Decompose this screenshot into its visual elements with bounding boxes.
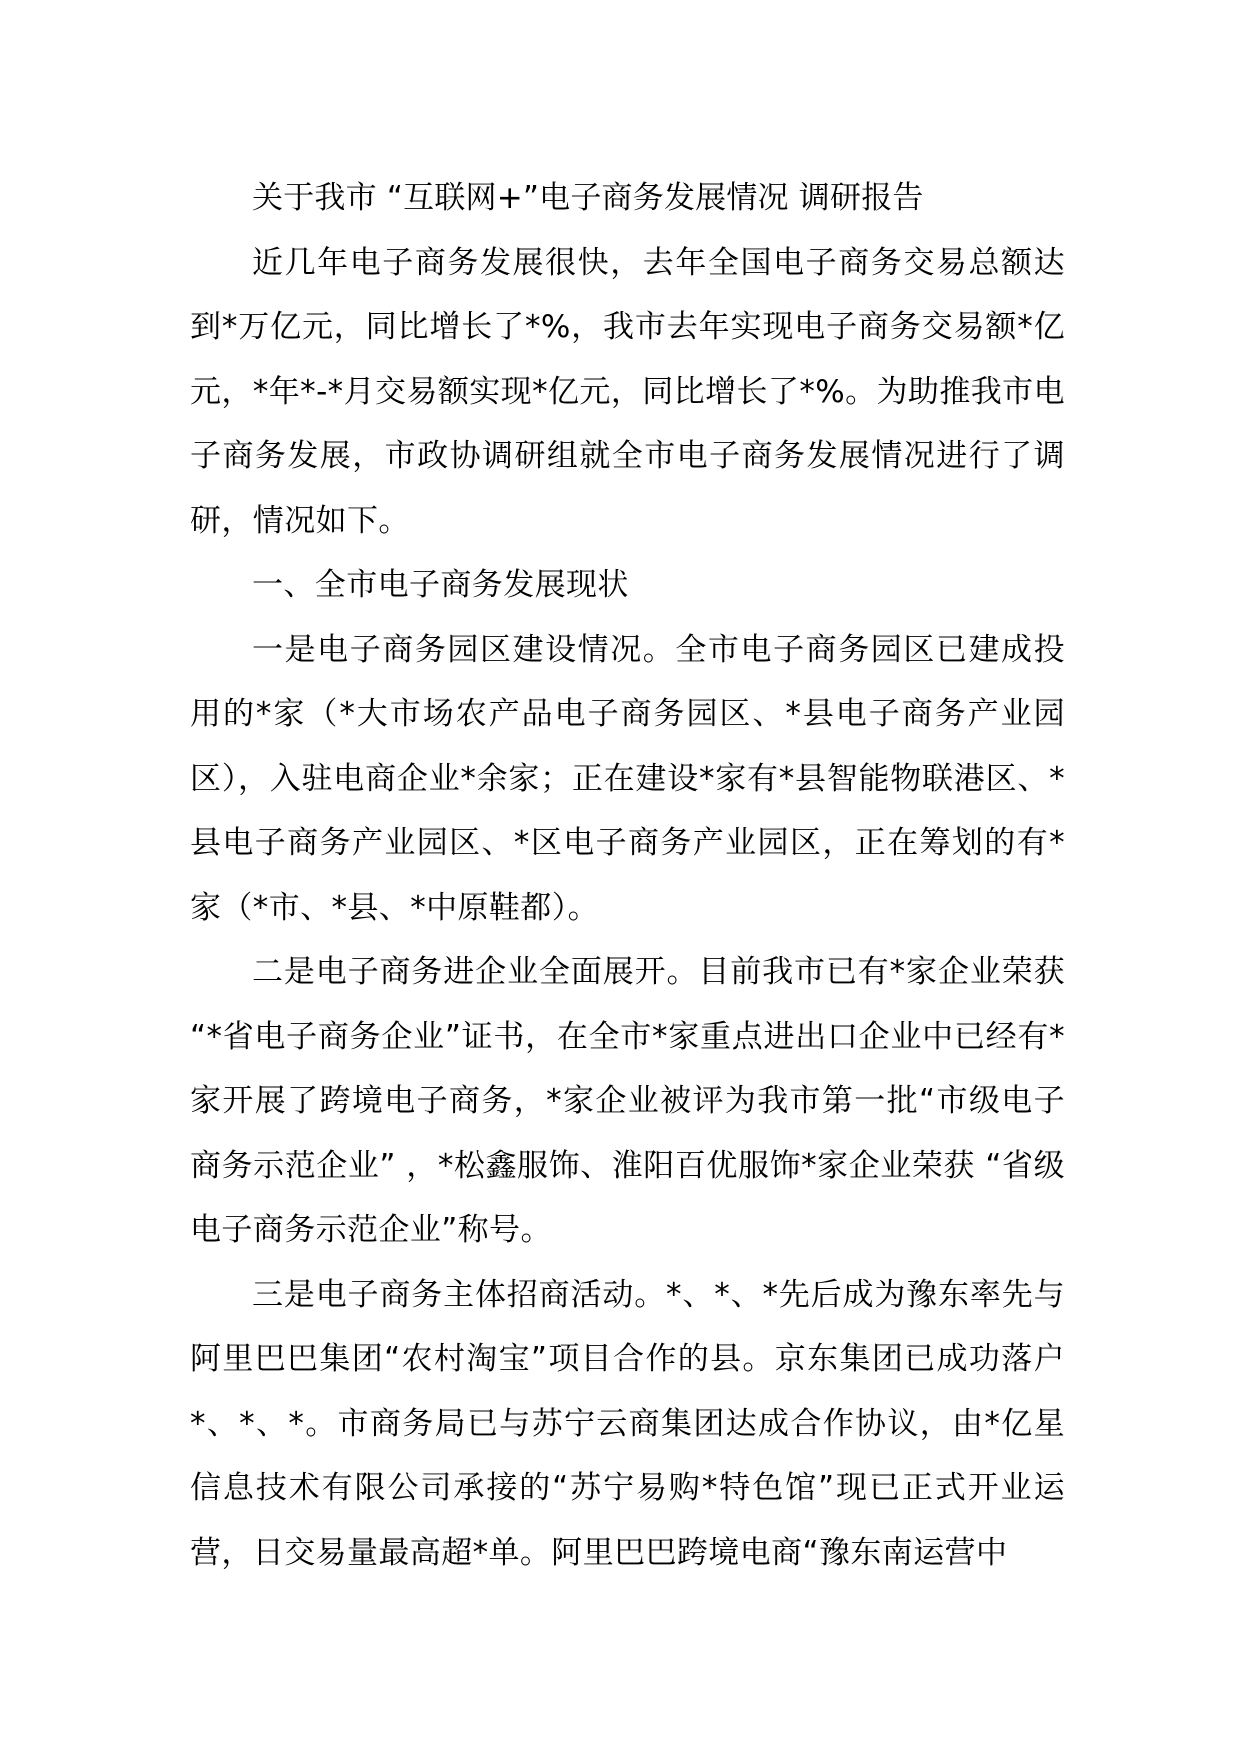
document-title: 关于我市 “互联网+”电子商务发展情况 调研报告: [252, 180, 924, 216]
paragraph-park-construction: 一是电子商务园区建设情况。全市电子商务园区已建成投用的*家（*大市场农产品电子商务园区、*县电子商务产业园区），入驻电商企业*余家；正在建设*家有*县智能物联港区、*县电子商务产业园区、*区电子商务产业园区，正在筹划的有*家（*市、*县、*中原鞋都）。: [190, 631, 1065, 926]
paragraph-investment-activities: 三是电子商务主体招商活动。*、*、*先后成为豫东率先与阿里巴巴集团“农村淘宝”项目合作的县。京东集团已成功落户*、*、*。市商务局已与苏宁云商集团达成合作协议，由*亿星信息技术有限公司承接的“苏宁易购*特色馆”现已正式开业运营，日交易量最高超*单。阿里巴巴跨境电商“豫东南运营中: [190, 1276, 1065, 1571]
document-body: [190, 166, 1065, 1585]
paragraph-enterprise-ecommerce: 二是电子商务进企业全面展开。目前我市已有*家企业荣获 “*省电子商务企业”证书，在全市*家重点进出口企业中已经有*家开展了跨境电子商务，*家企业被评为我市第一批“市级电子商务示范企业” ，*松鑫服饰、淮阳百优服饰*家企业荣获 “省级电子商务示范企业”称号。: [190, 954, 1065, 1248]
section-heading-status: 一、全市电子商务发展现状: [252, 567, 629, 603]
paragraph-intro: 近几年电子商务发展很快，去年全国电子商务交易总额达到*万亿元，同比增长了*%，我市去年实现电子商务交易额*亿元，*年*-*月交易额实现*亿元，同比增长了*%。为助推我市电子商务发展，市政协调研组就全市电子商务发展情况进行了调研，情况如下。: [190, 244, 1065, 539]
